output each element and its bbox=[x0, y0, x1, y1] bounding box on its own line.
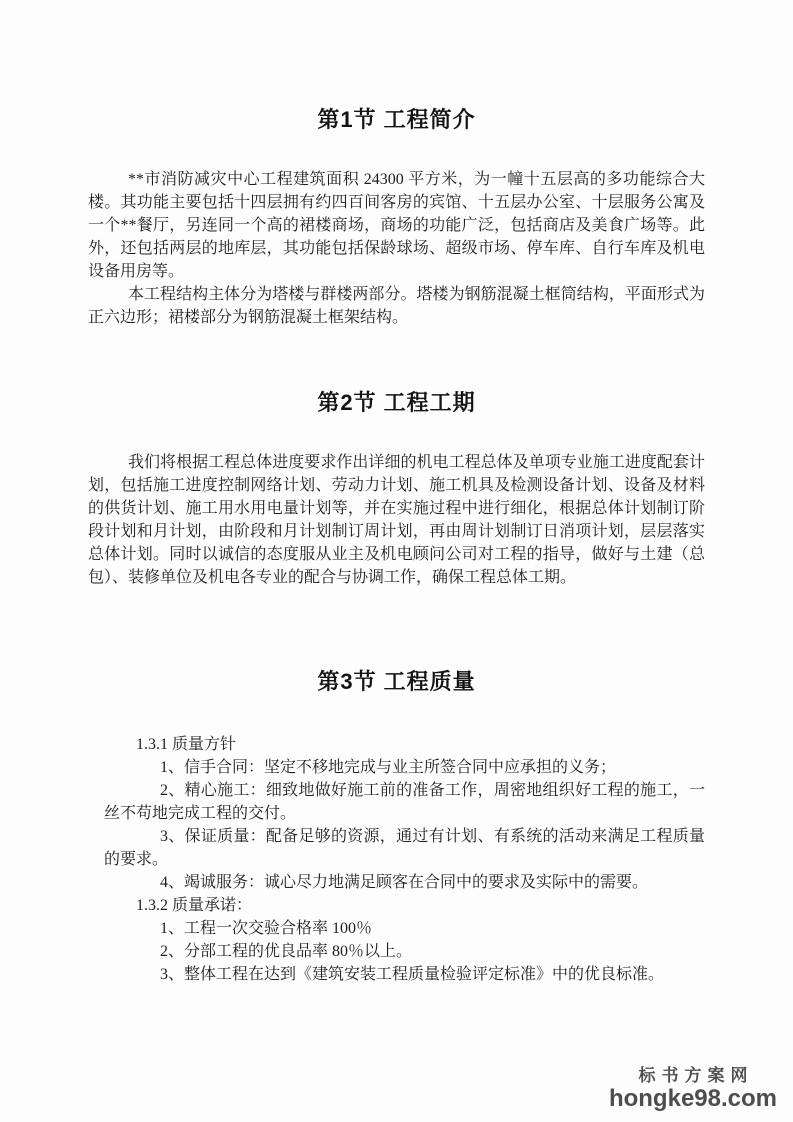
quality-policy-item: 2、精心施工：细致地做好施工前的准备工作，周密地组织好工程的施工，一丝不苟地完成工程的交付。 bbox=[104, 782, 705, 822]
watermark bbox=[609, 1067, 777, 1112]
quality-policy-heading: 1.3.1 质量方针 bbox=[136, 736, 237, 753]
watermark-site-url: hongke98.com bbox=[608, 1084, 777, 1112]
quality-policy-item: 3、保证质量：配备足够的资源，通过有计划、有系统的活动来满足工程质量的要求。 bbox=[104, 828, 705, 868]
quality-policy-item: 4、竭诚服务：诚心尽力地满足顾客在合同中的要求及实际中的需要。 bbox=[160, 874, 649, 891]
section-2-title: 第2节 工程工期 bbox=[317, 390, 476, 415]
quality-commitment-item: 1、工程一次交验合格率 100％ bbox=[160, 920, 373, 937]
quality-commitment-heading: 1.3.2 质量承诺： bbox=[136, 897, 253, 914]
quality-commitment-item: 3、整体工程在达到《建筑安装工程质量检验评定标准》中的优良标准。 bbox=[160, 966, 665, 983]
watermark-site-name: 标书方案网 bbox=[638, 1065, 754, 1085]
section-1-paragraph-1: **市消防减灾中心工程建筑面积 24300 平方米，为一幢十五层高的多功能综合大楼。其功能主要包括十四层拥有约四百间客房的宾馆、十五层办公室、十层服务公寓及一个**餐厅，另连同一个高的裙楼商场，商场的功能广泛，包括商店及美食广场等。此外，还包括两层的地库层，其功能包括保龄球场、超级市场、停车库、自行车库及机电设备用房等。 bbox=[88, 171, 705, 280]
quality-commitment-item: 2、分部工程的优良品率 80％以上。 bbox=[160, 943, 413, 960]
quality-policy-item: 1、信手合同：坚定不移地完成与业主所签合同中应承担的义务； bbox=[160, 759, 617, 776]
section-1-paragraph-2: 本工程结构主体分为塔楼与群楼两部分。塔楼为钢筋混凝土框筒结构，平面形式为正六边形；裙楼部分为钢筋混凝土框架结构。 bbox=[88, 286, 705, 326]
section-3-title: 第3节 工程质量 bbox=[317, 669, 476, 694]
section-2-paragraph-1: 我们将根据工程总体进度要求作出详细的机电工程总体及单项专业施工进度配套计划，包括施工进度控制网络计划、劳动力计划、施工机具及检测设备计划、设备及材料的供货计划、施工用水用电量计划等，并在实施过程中进行细化，根据总体计划制订阶段计划和月计划，由阶段和月计划制订周计划，再由周计划制订日消项计划，层层落实总体计划。同时以诚信的态度服从业主及机电顾问公司对工程的指导，做好与土建（总包）、装修单位及机电各专业的配合与协调工作，确保工程总体工期。 bbox=[88, 454, 705, 586]
section-1-title: 第1节 工程简介 bbox=[317, 107, 476, 132]
section-3-body bbox=[88, 733, 705, 986]
